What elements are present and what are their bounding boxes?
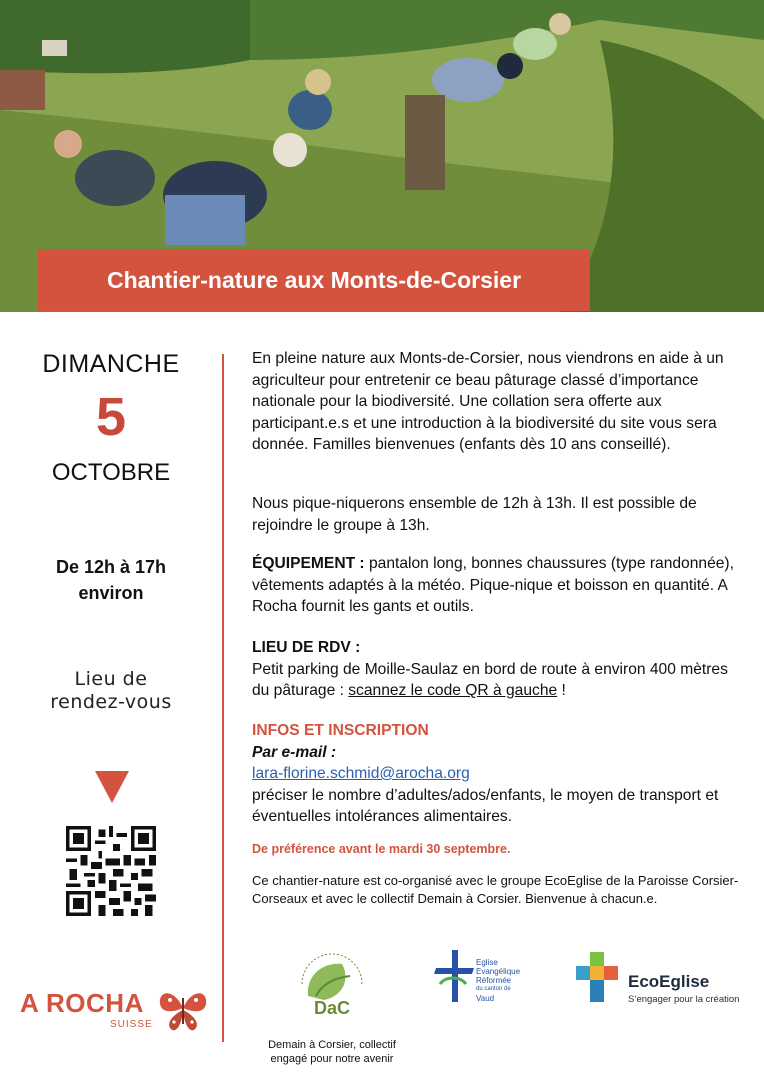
event-hours-line1: De 12h à 17h <box>55 557 167 577</box>
meeting-label: LIEU DE RDV : <box>252 639 361 656</box>
event-date-number: 5 <box>95 387 127 447</box>
meeting-point-line1: Lieu de <box>74 668 148 690</box>
meeting-point-label <box>0 668 222 714</box>
event-hours <box>0 554 222 606</box>
dac-caption: Demain à Corsier, collectif engagé pour notre avenir <box>268 1039 396 1065</box>
qr-instruction-link: scannez le code QR à gauche <box>348 682 558 699</box>
eerv-line4: du canton de <box>476 986 511 992</box>
info-title: INFOS ET INSCRIPTION <box>252 722 429 739</box>
meeting-text: Petit parking de Moille-Saulaz en bord de route à environ 400 mètres du pâturage : <box>252 660 728 699</box>
ecoeglise-cross-icon <box>576 952 618 1004</box>
ecoeglise-name: EcoEglise <box>628 972 710 991</box>
equipment-paragraph <box>252 553 742 618</box>
down-arrow-icon <box>95 771 129 803</box>
email-label: Par e-mail : <box>252 743 337 761</box>
arocha-logo <box>20 986 220 1034</box>
dac-letters: DaC <box>313 998 351 1018</box>
email-link[interactable]: lara-florine.schmid@arocha.org <box>252 765 470 782</box>
info-paragraph <box>252 720 742 828</box>
ecoeglise-tagline: S’engager pour la création <box>628 994 740 1005</box>
picnic-paragraph: Nous pique-niquerons ensemble de 12h à 13h. Il est possible de rejoindre le groupe à 13h. <box>252 495 697 534</box>
deadline-note: De préférence avant le mardi 30 septembre. <box>252 842 511 856</box>
meeting-end: ! <box>557 682 566 699</box>
eerv-line1: Eglise <box>476 958 498 967</box>
intro-paragraph: En pleine nature aux Monts-de-Corsier, nous viendrons en aide à un agriculteur pour entretenir ce beau pâturage classé d’importance nationale pour la biodiversité. Une collation sera offerte aux participant.e.s et une introduction à la biodiversité du site vous sera donnée. Familles bienvenues (enfants dès 10 ans conseillé). <box>252 350 724 453</box>
email-instructions: préciser le nombre d’adultes/ados/enfants, le moyen de transport et éventuelles intolérances alimentaires. <box>252 786 719 825</box>
equipment-text: pantalon long, bonnes chaussures (type randonnée), vêtements adaptés à la météo. Pique-nique et boisson en quantité. A Rocha fournit les gants et outils. <box>252 555 734 615</box>
meeting-paragraph <box>252 637 742 702</box>
butterfly-icon <box>156 986 210 1032</box>
event-title: Chantier-nature aux Monts-de-Corsier <box>106 266 522 293</box>
equipment-label: ÉQUIPEMENT : <box>252 555 365 572</box>
event-month: OCTOBRE <box>51 459 171 486</box>
event-hours-line2: environ <box>78 583 144 603</box>
arocha-country: SUISSE <box>110 1019 153 1030</box>
dac-logo <box>294 948 370 1026</box>
event-day: DIMANCHE <box>42 350 180 378</box>
eerv-line3: Réformée <box>476 976 512 985</box>
coorganized-note: Ce chantier-nature est co-organisé avec le groupe EcoEglise de la Paroisse Corsier-Corseaux et avec le collectif Demain à Corsier. Bienvenue à chacun.e. <box>252 873 739 906</box>
arocha-name: A ROCHA <box>20 988 144 1018</box>
qr-code[interactable] <box>66 826 156 916</box>
meeting-point-line2: rendez-vous <box>50 691 172 713</box>
title-banner <box>38 249 590 311</box>
eerv-line2: Evangélique <box>476 967 521 976</box>
eerv-text <box>476 958 520 1003</box>
eerv-line5: Vaud <box>476 994 495 1003</box>
column-divider <box>222 354 224 1042</box>
